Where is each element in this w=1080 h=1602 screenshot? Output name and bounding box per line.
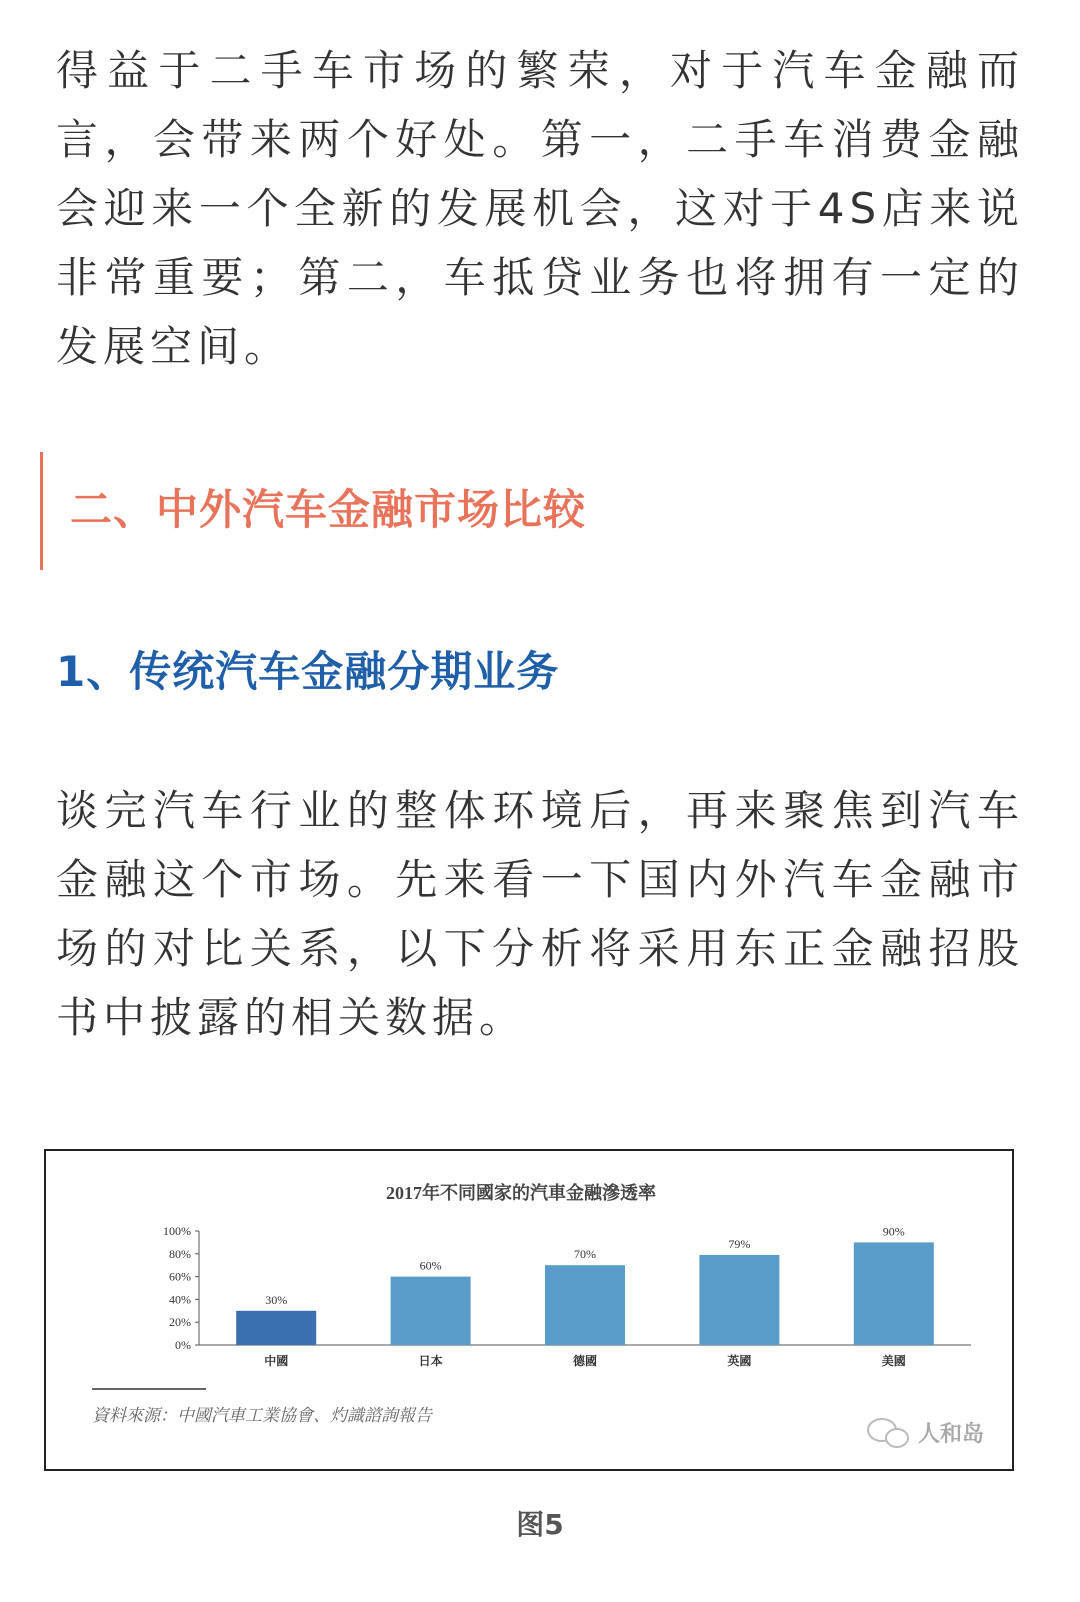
- analysis-paragraph: 谈完汽车行业的整体环境后，再来聚焦到汽车金融这个市场。先来看一下国内外汽车金融市场的对比关系，以下分析将采用东正金融招股书中披露的相关数据。: [56, 786, 1024, 1042]
- category-label: 中國: [264, 1354, 289, 1368]
- section-accent-bar: [40, 452, 43, 570]
- watermark: [868, 1419, 984, 1447]
- bar-4: [854, 1242, 934, 1345]
- bar-1: [391, 1277, 471, 1345]
- y-tick-label: 60%: [169, 1269, 191, 1284]
- bar-0: [236, 1311, 316, 1345]
- y-tick-label: 100%: [163, 1224, 191, 1238]
- category-label: 美國: [881, 1354, 906, 1368]
- bar-data-label: 30%: [265, 1292, 288, 1307]
- bar-data-label: 70%: [574, 1247, 596, 1262]
- category-label: 英國: [727, 1354, 752, 1368]
- intro-paragraph: 得益于二手车市场的繁荣，对于汽车金融而言，会带来两个好处。第一，二手车消费金融会迎来一个全新的发展机会，这对于4S店来说非常重要；第二，车抵贷业务也将拥有一定的发展空间。: [56, 46, 1024, 371]
- bar-data-label: 79%: [728, 1236, 751, 1251]
- y-tick-label: 20%: [169, 1315, 191, 1330]
- category-label: 德國: [572, 1354, 598, 1368]
- section-heading: 二、中外汽车金融市场比较: [70, 485, 587, 534]
- subsection-heading: 1、传统汽车金融分期业务: [56, 647, 560, 696]
- y-tick-label: 80%: [169, 1246, 191, 1261]
- bar-data-label: 60%: [419, 1258, 442, 1273]
- chart-title: 2017年不同國家的汽車金融滲透率: [386, 1183, 656, 1203]
- y-tick-label: 40%: [169, 1292, 191, 1307]
- figure-caption: 图5: [516, 1508, 564, 1541]
- source-note: 資料來源：中國汽車工業協會、灼識諮詢報告: [92, 1406, 432, 1426]
- bar-3: [699, 1255, 779, 1345]
- chart-figure: [44, 1149, 1014, 1471]
- bar-data-label: 90%: [882, 1224, 905, 1239]
- penetration-rate-chart: [46, 1151, 1012, 1469]
- wechat-icon: [868, 1419, 908, 1447]
- watermark-text: 人和岛: [918, 1422, 985, 1447]
- bars: [236, 1224, 934, 1368]
- bar-2: [545, 1265, 625, 1345]
- y-tick-label: 0%: [175, 1338, 191, 1352]
- category-label: 日本: [418, 1354, 443, 1368]
